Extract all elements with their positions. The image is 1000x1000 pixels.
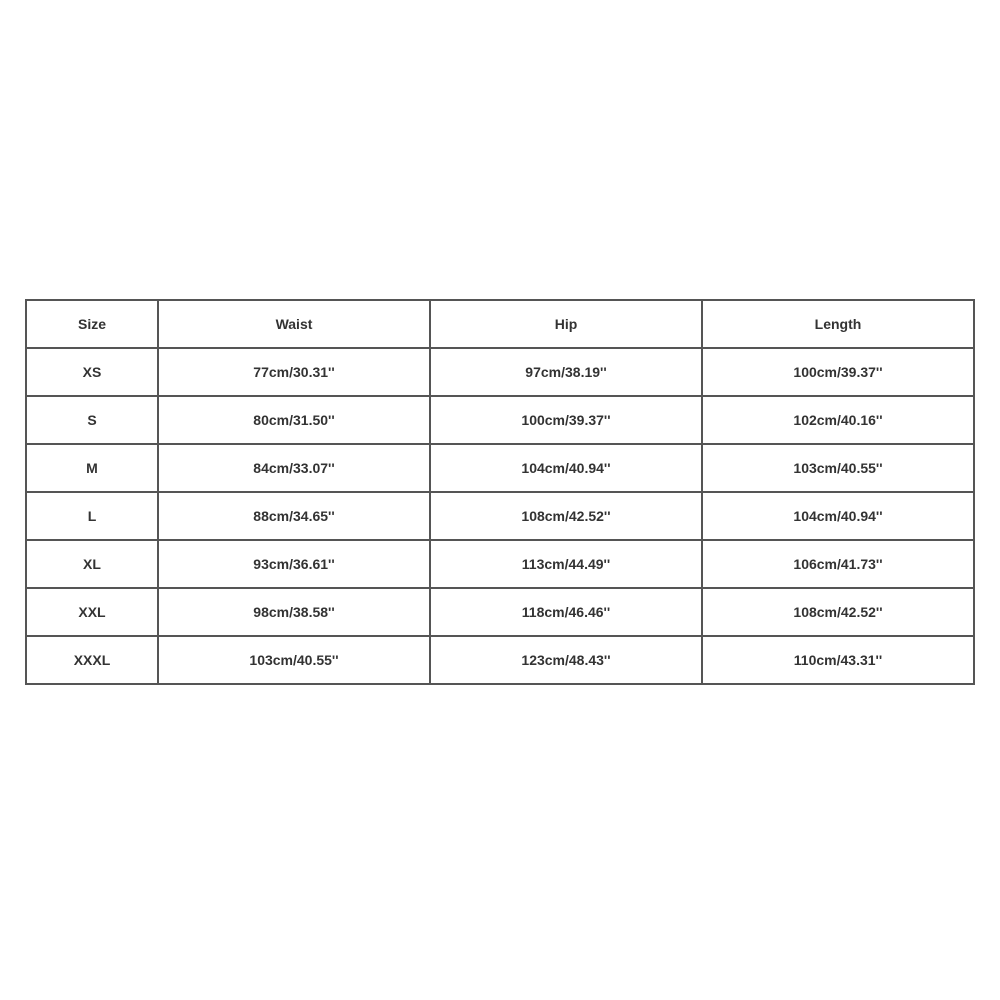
cell-size: XXL <box>26 588 158 636</box>
cell-size: S <box>26 396 158 444</box>
cell-waist: 77cm/30.31'' <box>158 348 430 396</box>
cell-waist: 103cm/40.55'' <box>158 636 430 684</box>
cell-waist: 93cm/36.61'' <box>158 540 430 588</box>
cell-hip: 108cm/42.52'' <box>430 492 702 540</box>
table-row <box>26 588 974 636</box>
table-row <box>26 348 974 396</box>
table-row <box>26 396 974 444</box>
cell-size: XL <box>26 540 158 588</box>
cell-length: 103cm/40.55'' <box>702 444 974 492</box>
cell-hip: 97cm/38.19'' <box>430 348 702 396</box>
header-hip: Hip <box>430 300 702 348</box>
cell-hip: 123cm/48.43'' <box>430 636 702 684</box>
cell-length: 106cm/41.73'' <box>702 540 974 588</box>
cell-hip: 118cm/46.46'' <box>430 588 702 636</box>
cell-length: 102cm/40.16'' <box>702 396 974 444</box>
table-body <box>26 348 974 684</box>
cell-length: 100cm/39.37'' <box>702 348 974 396</box>
table-row <box>26 540 974 588</box>
table-row <box>26 492 974 540</box>
cell-waist: 80cm/31.50'' <box>158 396 430 444</box>
cell-length: 104cm/40.94'' <box>702 492 974 540</box>
header-waist: Waist <box>158 300 430 348</box>
cell-size: XXXL <box>26 636 158 684</box>
size-chart-table <box>25 299 975 685</box>
header-length: Length <box>702 300 974 348</box>
cell-hip: 100cm/39.37'' <box>430 396 702 444</box>
cell-length: 108cm/42.52'' <box>702 588 974 636</box>
table-header <box>26 300 974 348</box>
cell-hip: 113cm/44.49'' <box>430 540 702 588</box>
cell-waist: 88cm/34.65'' <box>158 492 430 540</box>
cell-waist: 84cm/33.07'' <box>158 444 430 492</box>
table-row <box>26 444 974 492</box>
cell-size: M <box>26 444 158 492</box>
cell-size: XS <box>26 348 158 396</box>
cell-length: 110cm/43.31'' <box>702 636 974 684</box>
cell-hip: 104cm/40.94'' <box>430 444 702 492</box>
header-row <box>26 300 974 348</box>
header-size: Size <box>26 300 158 348</box>
cell-waist: 98cm/38.58'' <box>158 588 430 636</box>
table-row <box>26 636 974 684</box>
cell-size: L <box>26 492 158 540</box>
